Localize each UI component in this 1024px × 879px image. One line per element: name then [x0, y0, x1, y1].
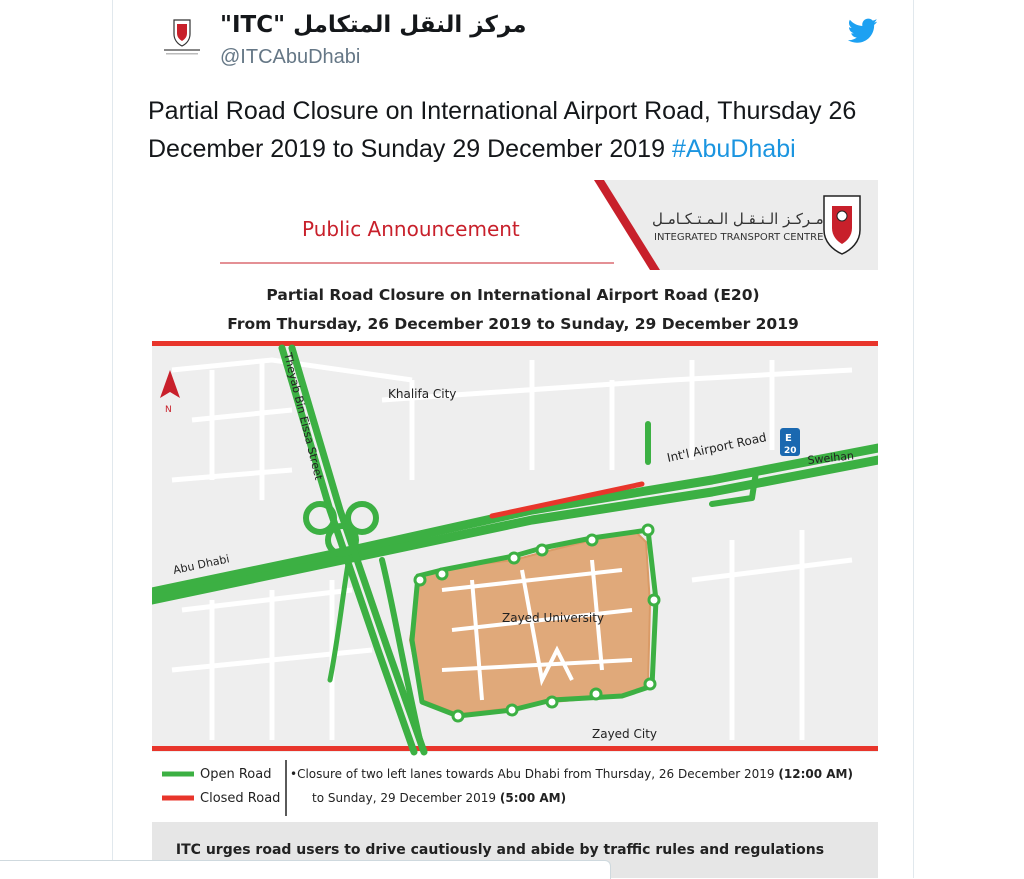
headline-line-2: From Thursday, 26 December 2019 to Sunday, 29 December 2019: [227, 315, 799, 333]
label-zayed-city: Zayed City: [592, 727, 658, 741]
legend-open-road: Open Road: [200, 767, 272, 782]
label-sweihan: Sweihan: [806, 449, 855, 467]
map-legend: [162, 760, 853, 816]
svg-text:N: N: [165, 405, 172, 415]
display-name[interactable]: "ITC" مركز النقل المتكامل: [220, 12, 527, 38]
user-handle[interactable]: @ITCAbuDhabi: [220, 46, 361, 68]
closure-note-line-2: to Sunday, 29 December 2019 (5:00 AM): [312, 791, 567, 805]
tweet-text: [148, 92, 888, 168]
org-english-name: INTEGRATED TRANSPORT CENTRE: [654, 232, 824, 243]
org-arabic-name: مـركـز الـنـقـل الـمـتـكـامـل: [652, 210, 824, 228]
closure-note-line-1: •Closure of two left lanes towards Abu Dhabi from Thursday, 26 December 2019 (12:00 AM): [290, 767, 853, 781]
label-airport-road: Int'l Airport Road: [665, 430, 768, 465]
road-closure-map: [152, 341, 878, 752]
itc-avatar[interactable]: [160, 16, 204, 60]
tweet-body: Partial Road Closure on International Airport Road, Thursday 26 December 2019 to Sunday 29 December 2019: [148, 97, 857, 163]
svg-text:20: 20: [784, 446, 797, 456]
footer-note: ITC urges road users to drive cautiously and abide by traffic rules and regulations: [175, 842, 825, 858]
e20-route-badge: [780, 428, 800, 456]
itc-emblem-icon: [824, 196, 860, 254]
label-zayed-university: Zayed University: [502, 611, 605, 625]
announcement-title: Public Announcement: [302, 217, 520, 241]
label-theyab-street: Theyab Bin Eissa Street: [281, 351, 326, 482]
headline-line-1: Partial Road Closure on International Airport Road (E20): [266, 286, 760, 304]
label-khalifa-city: Khalifa City: [388, 387, 457, 401]
legend-closed-road: Closed Road: [200, 791, 281, 806]
overlay-edge: [0, 860, 611, 879]
hashtag-link[interactable]: #AbuDhabi: [671, 135, 796, 163]
label-abu-dhabi: Abu Dhabi: [171, 552, 231, 577]
tweet-media-image[interactable]: [152, 180, 878, 878]
svg-text:E: E: [785, 433, 792, 444]
twitter-bird-icon[interactable]: [848, 18, 878, 44]
